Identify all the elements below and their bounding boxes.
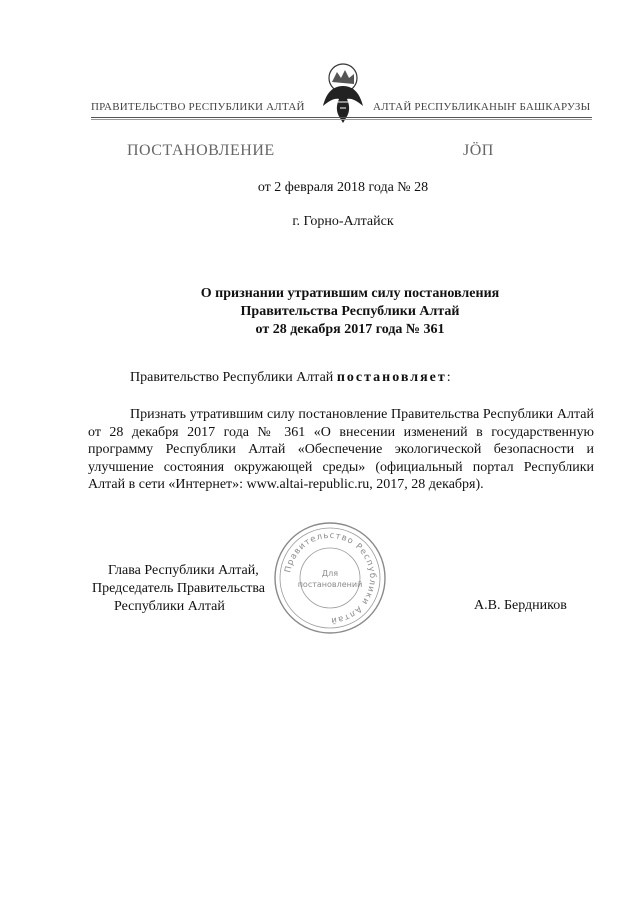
document-city: г. Горно-Алтайск: [292, 214, 394, 229]
org-name-altai: АЛТАЙ РЕСПУБЛИКАНЫҤ БАШКАРУЗЫ: [373, 101, 591, 113]
svg-text:Правительство Республики Алтай: [283, 531, 377, 625]
document-type-russian: ПОСТАНОВЛЕНИЕ: [127, 142, 275, 159]
signatory-name: А.В. Бердников: [474, 598, 567, 613]
preamble-suffix: :: [446, 370, 451, 385]
title-line-3: от 28 декабря 2017 года № 361: [255, 322, 445, 337]
decree-paragraph: Признать утратившим силу постановление Правительства Республики Алтай от 28 декабря 2017 года № 361 «О внесении изменений в государственную программу Республики Алтай «Обеспечение экологической безопасности и улучшение состояния окружающей среды» (официальный портал Республики Алтай в сети «Интернет»: www.altai-republic.ru, 2017, 28 декабря).: [88, 407, 594, 493]
signatory-position: [92, 562, 265, 616]
header-divider-secondary: [91, 119, 592, 120]
preamble: [130, 370, 451, 386]
signatory-position-line-1: Глава Республики Алтай,: [108, 563, 259, 578]
document-date-number: от 2 февраля 2018 года № 28: [257, 180, 429, 195]
title-line-1: О признании утратившим силу постановления: [200, 286, 500, 301]
stamp-ring-text: Правительство Республики Алтай: [283, 530, 378, 626]
signatory-position-line-3: Республики Алтай: [114, 599, 225, 614]
preamble-verb: постановляет: [336, 370, 447, 385]
preamble-prefix: Правительство Республики Алтай: [130, 370, 337, 385]
signatory-position-line-2: Председатель Правительства: [92, 581, 265, 596]
stamp-center-line-1: Для: [321, 569, 339, 578]
document-type-altai: ЈÖП: [463, 142, 494, 159]
coat-of-arms-emblem: [318, 62, 368, 124]
document-title: [140, 285, 560, 339]
stamp-center-line-2: постановлений: [297, 580, 363, 589]
header-divider: [91, 117, 592, 118]
org-name-russian: ПРАВИТЕЛЬСТВО РЕСПУБЛИКИ АЛТАЙ: [91, 101, 305, 113]
title-line-2: Правительства Республики Алтай: [240, 304, 460, 319]
official-stamp: [272, 520, 388, 636]
